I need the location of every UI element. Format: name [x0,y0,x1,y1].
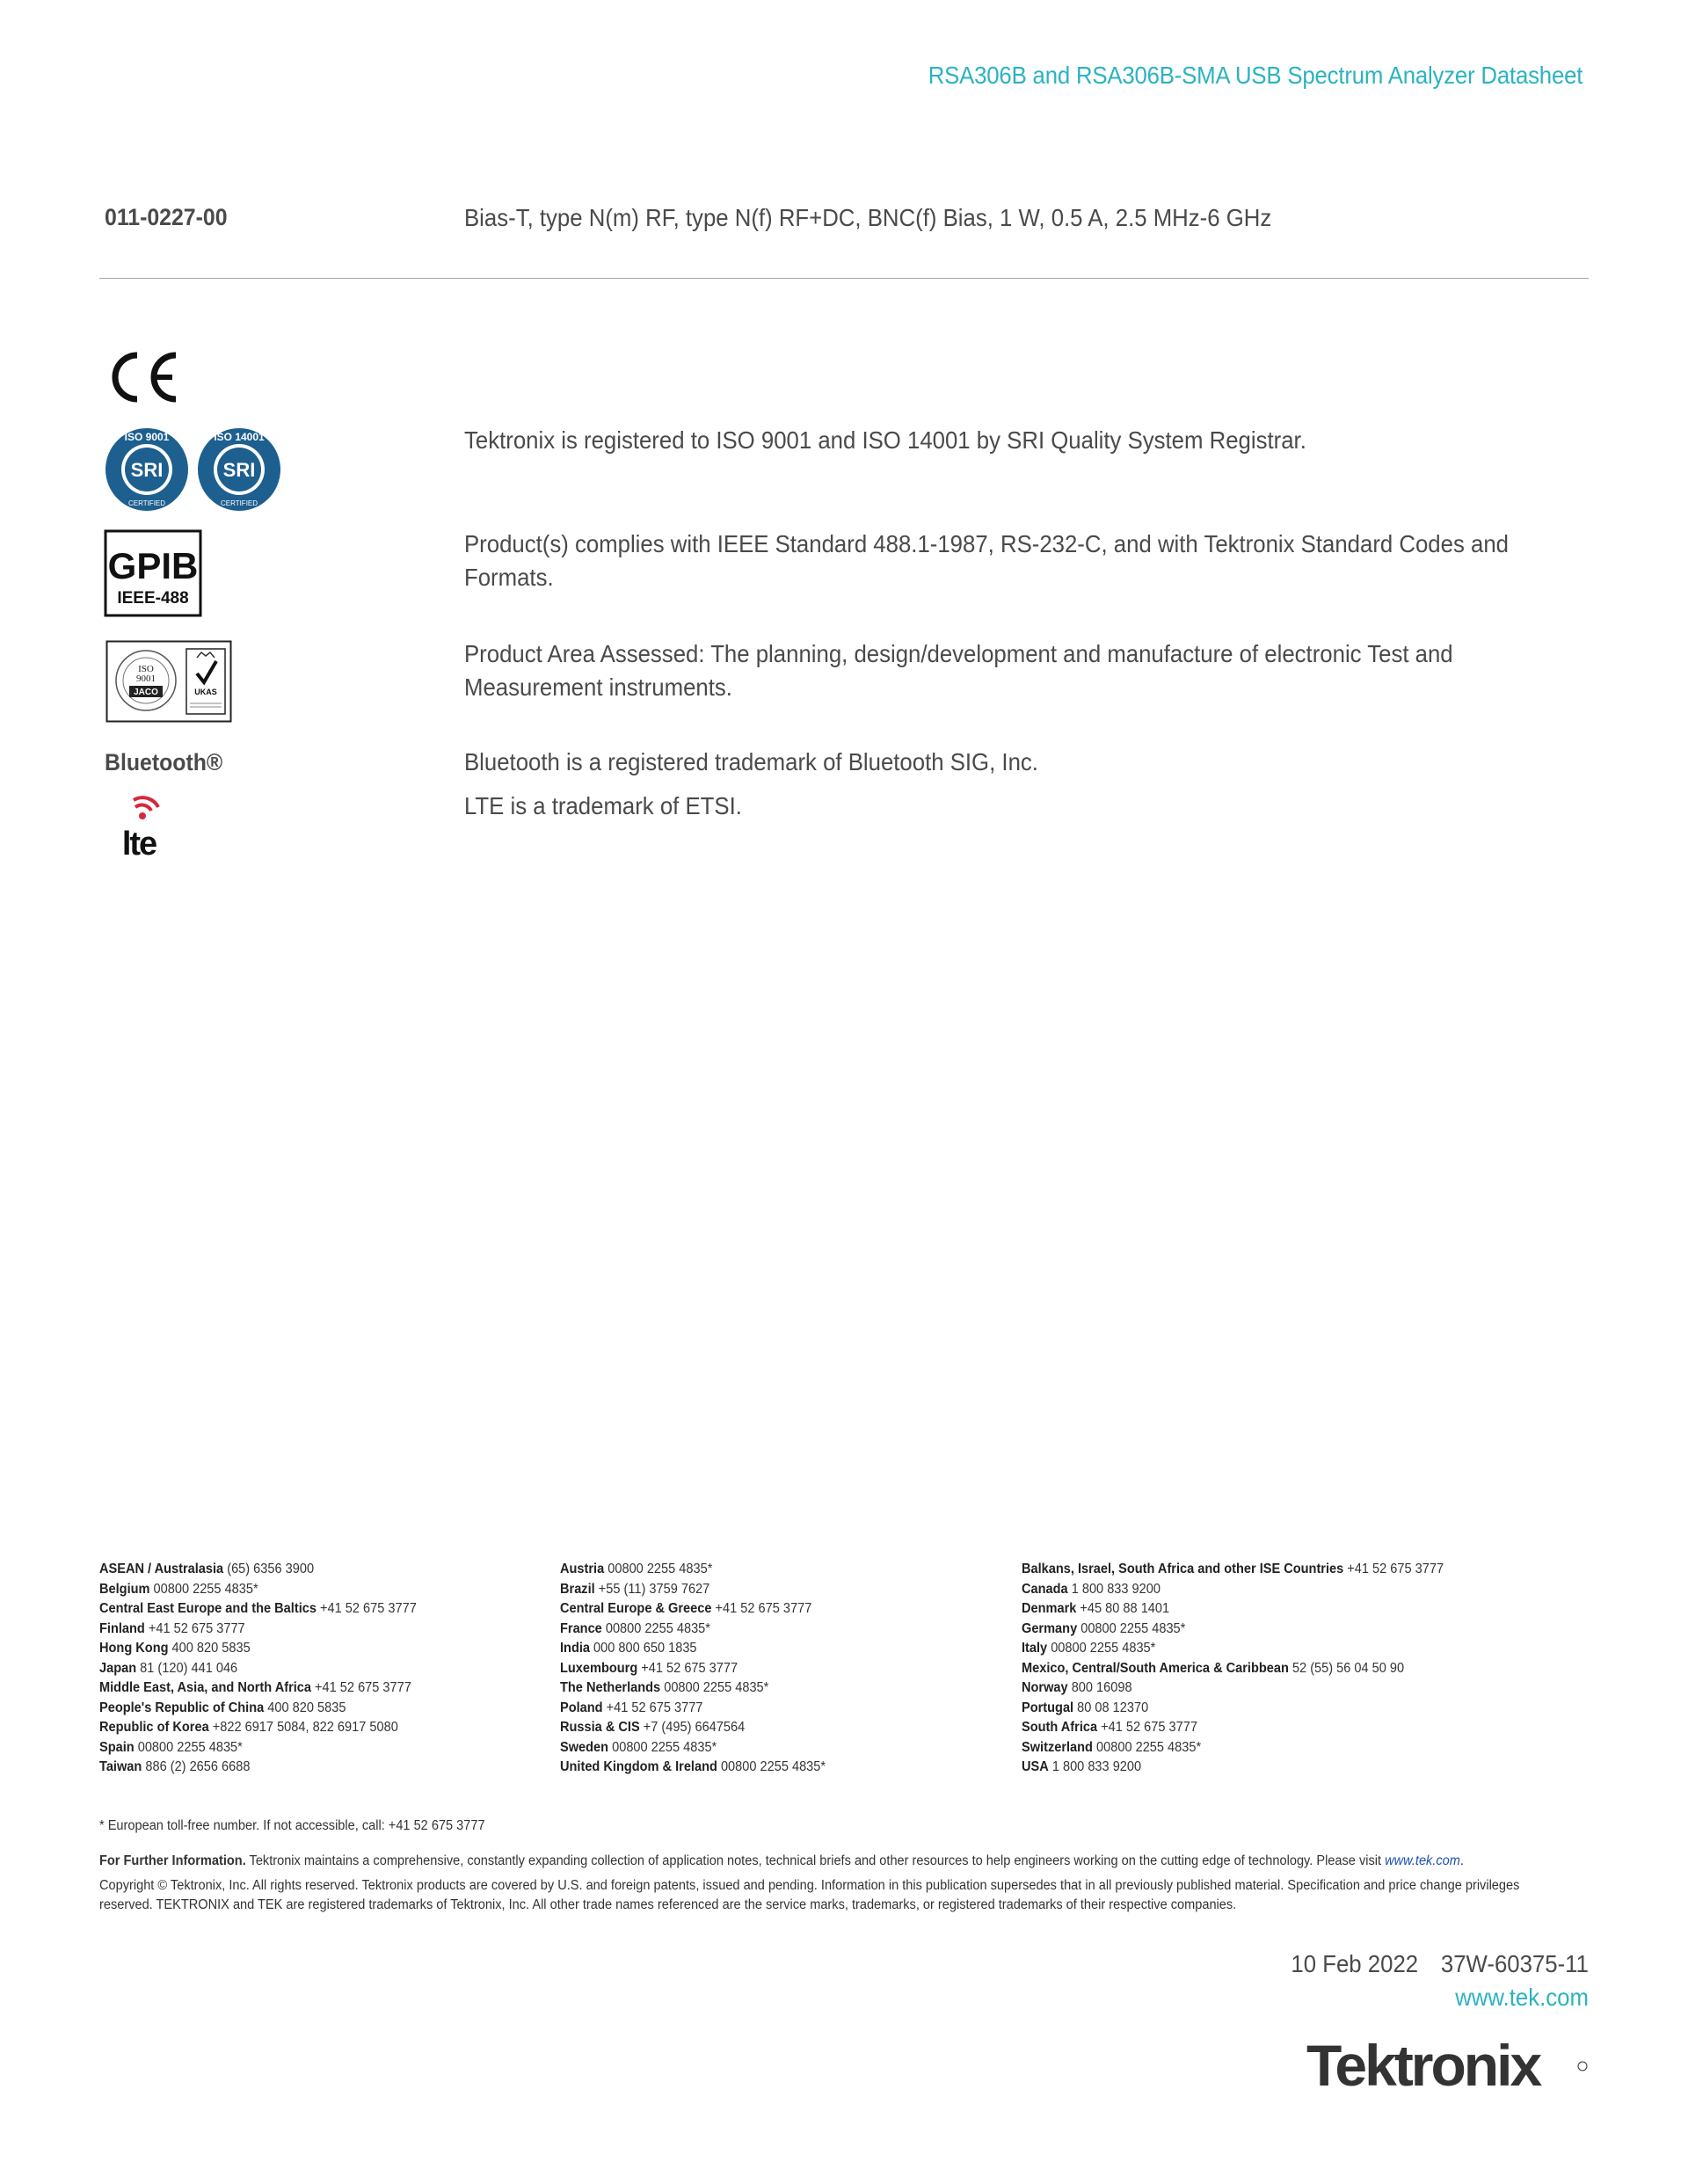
contact-row: Norway 800 16098 [1022,1680,1132,1695]
bluetooth-trademark-text: Bluetooth is a registered trademark of Bluetooth SIG, Inc. [464,748,1038,775]
contact-row: Sweden 00800 2255 4835* [560,1739,717,1755]
contact-row: Finland +41 52 675 3777 [99,1620,245,1636]
contact-row: USA 1 800 833 9200 [1022,1759,1142,1774]
lte-logo [107,793,174,863]
further-information: For Further Information. Tektronix maintains a comprehensive, constantly expanding collection of application notes, technical briefs and other resources to help engineers working on the cutting edge of technology. Please visit www.tek.com. [99,1853,1464,1868]
contact-row: Belgium 00800 2255 4835* [99,1581,258,1597]
svg-text:lte: lte [121,826,156,858]
contacts-column-3 [1022,1560,1471,1778]
contact-row: Hong Kong 400 820 5835 [99,1641,251,1656]
svg-text:SRI: SRI [222,459,256,481]
contact-row: Russia & CIS +7 (495) 6647564 [560,1720,746,1735]
contact-row: Central East Europe and the Baltics +41 52 675 3777 [99,1601,417,1616]
ce-mark-icon [104,350,181,409]
svg-text:GPIB: GPIB [107,545,199,586]
document-number: 37W-60375-11 [1440,1950,1589,1977]
sri-iso-9001-logo [103,426,191,518]
part-number: 011-0227-00 [105,204,228,230]
svg-text:ISO 14001: ISO 14001 [214,431,265,443]
contact-row: India 000 800 650 1835 [560,1641,697,1656]
contact-row: Switzerland 00800 2255 4835* [1022,1739,1202,1755]
part-description: Bias-T, type N(m) RF, type N(f) RF+DC, BNC(f) Bias, 1 W, 0.5 A, 2.5 MHz-6 GHz [464,204,1272,231]
contact-row: Taiwan 886 (2) 2656 6688 [99,1759,251,1774]
gpib-ieee-488-logo [104,529,202,622]
contacts-column-2 [560,1560,842,1778]
svg-text:9001: 9001 [136,673,156,684]
copyright-notice: Copyright © Tektronix, Inc. All rights reserved. Tektronix products are covered by U.S. and foreign patents, issued and pending. Information in this publication supersedes that in all previously published material. Specification and price change privileges reserved. TEKTRONIX and TEK are registered trademarks of Tektronix, Inc. All other trade names referenced are the service marks, trademarks, or registered trademarks of their respective companies. [99,1878,1520,1912]
document-info [1291,1950,1589,1978]
contact-row: United Kingdom & Ireland 00800 2255 4835* [560,1759,826,1774]
tek-website-link[interactable]: www.tek.com [1385,1853,1460,1868]
svg-text:ISO: ISO [138,664,154,674]
tektronix-logo [1303,2031,1593,2106]
contact-row: Luxembourg +41 52 675 3777 [560,1660,738,1676]
bluetooth-label: Bluetooth® [105,749,223,775]
contact-row: ASEAN / Australasia (65) 6356 3900 [99,1562,315,1576]
svg-text:CERTIFIED: CERTIFIED [220,499,258,507]
contact-row: Poland +41 52 675 3777 [560,1700,703,1715]
contact-row: Central Europe & Greece +41 52 675 3777 [560,1601,812,1616]
contact-row: Mexico, Central/South America & Caribbean 52 (55) 56 04 50 90 [1022,1660,1405,1676]
toll-free-footnote: * European toll-free number. If not accessible, call: +41 52 675 3777 [99,1818,485,1833]
svg-text:SRI: SRI [130,459,164,481]
document-header-title: RSA306B and RSA306B-SMA USB Spectrum Analyzer Datasheet [928,62,1582,89]
contact-row: Middle East, Asia, and North Africa +41 52 675 3777 [99,1680,411,1695]
contact-row: Portugal 80 08 12370 [1022,1700,1149,1715]
contact-row: Austria 00800 2255 4835* [560,1562,713,1576]
contacts-column-1 [99,1560,437,1778]
website-url[interactable]: www.tek.com [1455,1984,1589,2011]
lte-trademark-text: LTE is a trademark of ETSI. [464,792,742,819]
publish-date: 10 Feb 2022 [1291,1950,1419,1977]
jaco-ukas-logo [106,640,232,727]
contact-row: Canada 1 800 833 9200 [1022,1581,1160,1597]
iso-registration-text: Tektronix is registered to ISO 9001 and ISO 14001 by SRI Quality System Registrar. [464,426,1306,454]
contact-row: Japan 81 (120) 441 046 [99,1660,238,1676]
product-area-assessed-text: Product Area Assessed: The planning, design/development and manufacture of electronic Test and Measurement instruments. [464,640,1453,701]
contact-row: The Netherlands 00800 2255 4835* [560,1680,769,1695]
svg-text:Tektronix: Tektronix [1306,2033,1540,2098]
contact-row: Denmark +45 80 88 1401 [1022,1601,1170,1616]
contact-row: South Africa +41 52 675 3777 [1022,1720,1197,1735]
contact-row: Balkans, Israel, South Africa and other ISE Countries +41 52 675 3777 [1022,1562,1444,1576]
section-divider [99,278,1589,279]
contact-row: Republic of Korea +822 6917 5084, 822 6917 5080 [99,1720,398,1735]
contact-row: Germany 00800 2255 4835* [1022,1620,1186,1636]
svg-text:CERTIFIED: CERTIFIED [127,499,166,507]
contact-row: France 00800 2255 4835* [560,1620,710,1636]
sri-iso-14001-logo [195,426,283,518]
contact-row: People's Republic of China 400 820 5835 [99,1700,346,1715]
contact-row: Italy 00800 2255 4835* [1022,1641,1156,1656]
gpib-compliance-text: Product(s) complies with IEEE Standard 488.1-1987, RS-232-C, and with Tektronix Standard Codes and Formats. [464,530,1509,591]
svg-text:IEEE-488: IEEE-488 [117,589,189,608]
svg-text:UKAS: UKAS [194,688,217,696]
contact-row: Brazil +55 (11) 3759 7627 [560,1581,710,1597]
svg-text:ISO 9001: ISO 9001 [124,431,170,443]
svg-text:JACO: JACO [134,688,158,697]
contact-row: Spain 00800 2255 4835* [99,1739,243,1755]
